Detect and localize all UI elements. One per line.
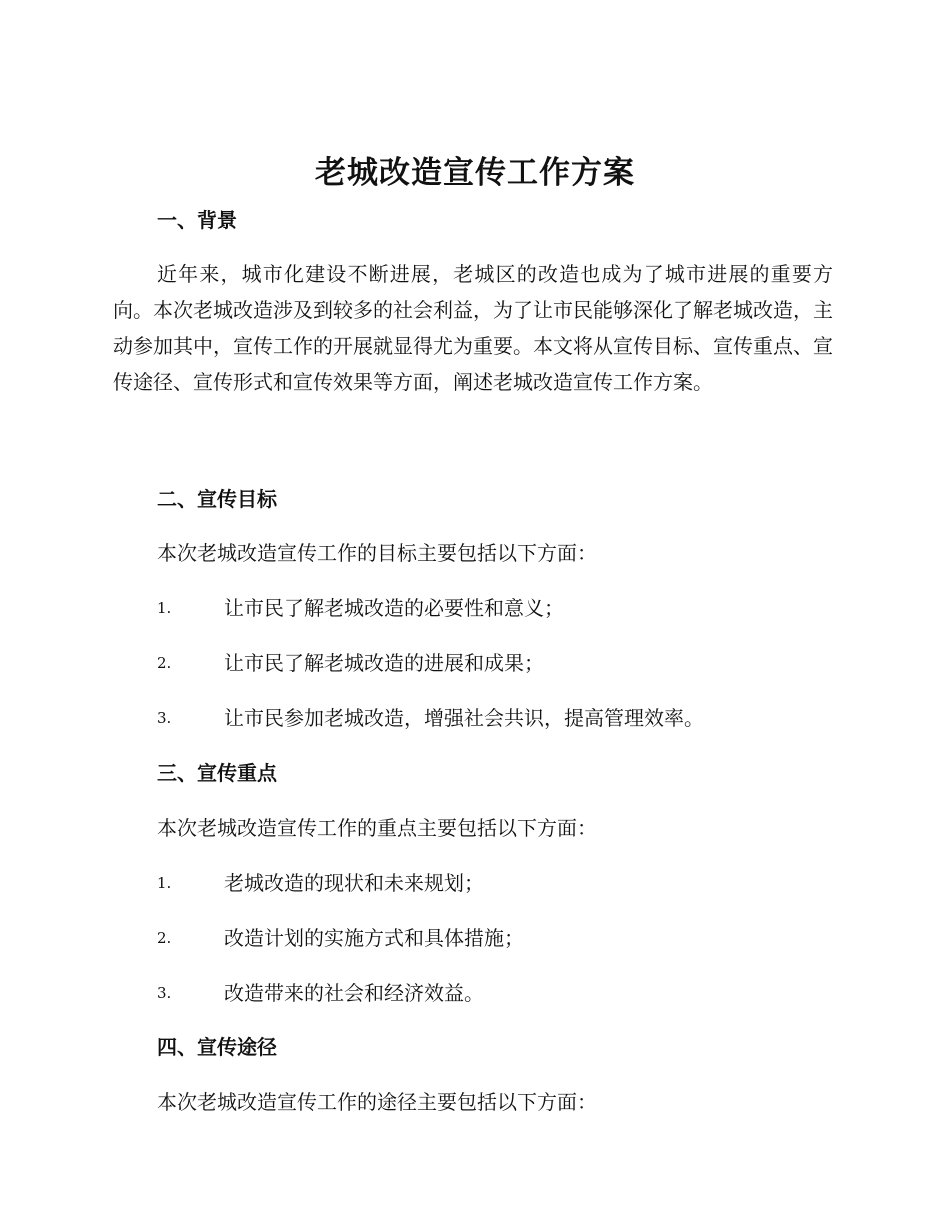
list-item-text: 老城改造的现状和未来规划； [224,871,484,895]
list-item-number: 1. [157,874,172,892]
section-heading-channels: 四、宣传途径 [157,1035,277,1059]
list-item-number: 2. [157,929,172,947]
section-heading-background: 一、背景 [157,208,237,232]
list-item-text: 让市民参加老城改造，增强社会共识，提高管理效率。 [224,706,704,730]
section-heading-focus: 三、宣传重点 [157,761,277,785]
background-paragraph: 近年来，城市化建设不断进展，老城区的改造也成为了城市进展的重要方向。本次老城改造涉及到较多的社会利益，为了让市民能够深化了解老城改造，主动参加其中，宣传工作的开展就显得尤为重要。本文将从宣传目标、宣传重点、宣传途径、宣传形式和宣传效果等方面，阐述老城改造宣传工作方案。 [113,262,833,394]
channels-intro: 本次老城改造宣传工作的途径主要包括以下方面： [157,1090,597,1114]
list-item-text: 让市民了解老城改造的必要性和意义； [224,596,564,620]
list-item-text: 改造计划的实施方式和具体措施； [224,926,524,950]
list-item-number: 3. [157,709,172,727]
focus-intro: 本次老城改造宣传工作的重点主要包括以下方面： [157,816,597,840]
goals-intro: 本次老城改造宣传工作的目标主要包括以下方面： [157,541,597,565]
list-item-number: 1. [157,599,172,617]
list-item-text: 让市民了解老城改造的进展和成果； [224,651,544,675]
document-title: 老城改造宣传工作方案 [315,155,635,191]
list-item-number: 2. [157,654,172,672]
list-item-number: 3. [157,984,172,1002]
section-heading-goals: 二、宣传目标 [157,487,277,511]
list-item-text: 改造带来的社会和经济效益。 [224,981,484,1005]
